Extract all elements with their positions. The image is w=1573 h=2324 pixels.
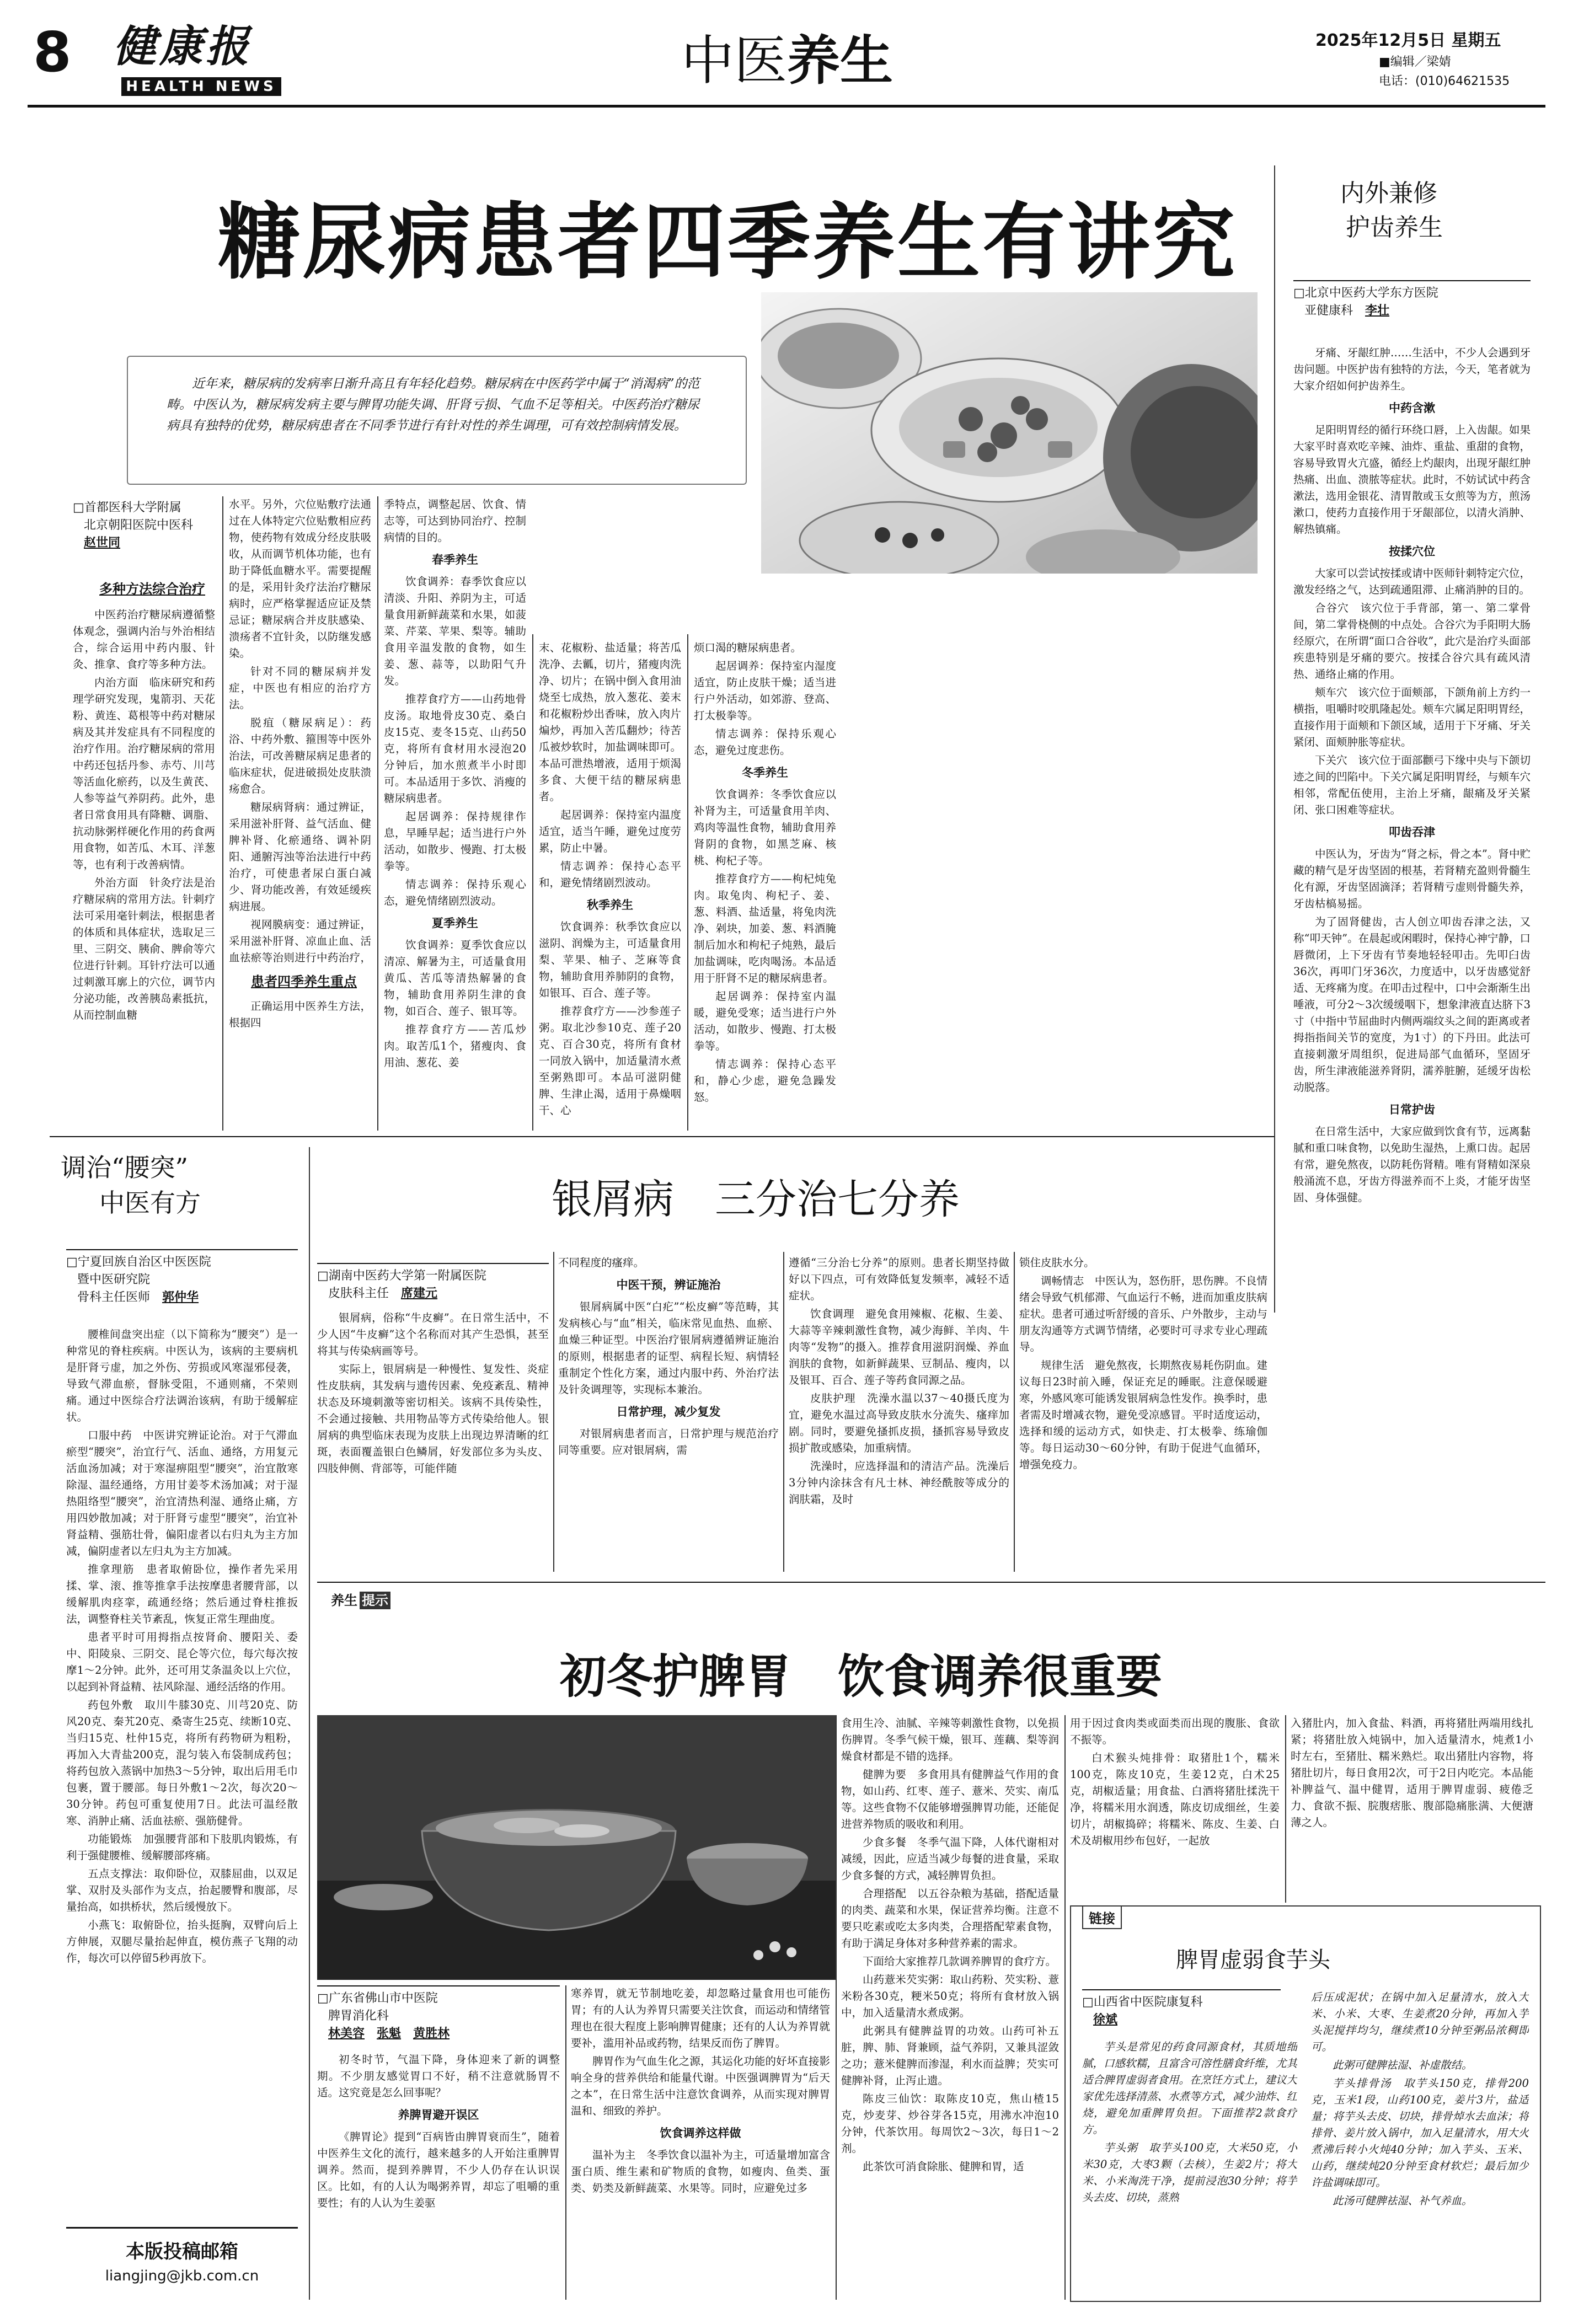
yinxie-col1-p2: 实际上，银屑病是一种慢性、复发性、炎症性皮肤病，其发病与遗传因素、免疫紊乱、精神状态及环境刺激等密切相关。该病不具传染性，不会通过接触、共用物品等方式传染给他人。银屑病的典型临床表现为皮肤上出现边界清晰的红斑，表面覆盖银白色鳞屑，好发部位多为头皮、四肢伸侧、背部等，可能伴随 [317,1363,549,1475]
yinxie-col-4 [1019,1255,1267,1575]
yinxie-col1-p1: 银屑病，俗称“牛皮癣”。在日常生活中，不少人因“牛皮癣”这个名称而对其产生恐惧，甚至将其与传染病画等号。 [317,1311,549,1357]
sidebar-title-line2: 护齿养生 [1346,213,1443,242]
pi-byline [317,1985,560,2043]
yaotu-title-line1: 调治“腰突” [61,1153,189,1182]
divider [687,634,688,1131]
main-col4b-p2: 推荐食疗方——沙参莲子粥。取北沙参10克、莲子20克、百合30克，将所有食材一同放入锅中，加适量清水煮至粥熟即可。本品可滋阴健脾、生津止渴，适用于鼻燥咽干、心 [539,1005,681,1117]
link-p1: 芋头是常见的药食同源食材，其质地细腻，口感软糯，且富含可溶性膳食纤维，尤其适合脾胃虚弱者食用。在烹饪方式上，建议大家优先选择清蒸、水煮等方式，减少油炸、红烧，避免加重脾胃负担。下面推荐2款食疗方。 [1082,2041,1297,2136]
yinxie-col3-p2: 饮食调理 避免食用辣椒、花椒、生姜、大蒜等辛辣刺激性食物，减少海鲜、羊肉、牛肉等“发物”的摄入。推荐食用滋阴润燥、养血润肤的食物，如新鲜蔬果、豆制品、瘦肉，以及银耳、百合、莲子等药食同源之品。 [789,1308,1009,1386]
divider [565,1985,566,2300]
sidebar-byline [1293,280,1531,320]
subhead-summer: 夏季养生 [432,917,478,930]
newspaper-logo-en: HEALTH NEWS [121,77,281,96]
yaotu-byline-line3: 骨科主任医师 郭仲华 [77,1290,199,1304]
main-col1-p1: 中医药治疗糖尿病遵循整体观念，强调内治与外治相结合，综合运用中药内服、针灸、推拿、食疗等多种方法。 [73,608,215,671]
main-col4-p2: 起居调养：保持室内温度适宜，适当午睡，避免过度劳累，防止中暑。 [539,808,681,854]
pi-col4-p1: 用于因过食肉类或面类而出现的腹胀、食欲不振等。 [1070,1717,1280,1746]
main-col3-p1: 饮食调养：春季饮食应以清淡、升阳、养阴为主，可适量食用新鲜蔬菜和水果，如菠菜、芹菜、苹果、梨等。辅助食用辛温发散的食物，如生姜、葱、蒜等，以助阳气升发。 [384,575,526,687]
divider [553,1252,554,1572]
pi-col1-p2: 《脾胃论》提到“百病皆由脾胃衰而生”，随着中医养生文化的流行，越来越多的人开始注重脾胃调养。然而，提到养脾胃，不少人仍存在认识误区。比如，有的人认为喝粥养胃，却忘了咀嚼的重要性；有的人认为生姜驱 [317,2130,560,2209]
divider [836,1715,837,2300]
link-p4: 此粥可健脾祛湿、补虚散结。 [1333,2059,1473,2071]
pi-col3-p3: 少食多餐 冬季气温下降，人体代谢相对减缓，因此，应适当减少每餐的进食量，采取少食多餐的方式，减轻脾胃负担。 [841,1836,1059,1882]
pi-col-3 [841,1715,1059,2300]
pi-col2-p1: 寒养胃，就无节制地吃姜，却忽略过量食用也可能伤胃；有的人认为养胃只需要关注饮食，而运动和情绪管理也在很大程度上影响脾胃健康；还有的人认为养胃就要补，滥用补品或药物，结果反而伤了脾胃。 [571,1987,830,2049]
tougao-title: 本版投稿邮箱 [126,2241,238,2263]
yaotu-p6: 功能锻炼 加强腰背部和下肢肌肉锻炼，有利于强健腰椎、缓解腰部疼痛。 [66,1833,298,1862]
main-byline [73,499,216,552]
main-col-2 [229,496,371,965]
main-col4-p1: 末、花椒粉、盐适量；将苦瓜洗净、去瓤，切片，猪瘦肉洗净、切片；在锅中倒入食用油烧至七成热，放入葱花、姜末和花椒粉炒出香味，放入肉片煸炒，再加入苦瓜翻炒；待苦瓜被炒软时，加盐调味即可。本品可泄热增液，适用于烦渴多食、大便干结的糖尿病患者。 [539,641,681,803]
main-col1-p2: 内治方面 临床研究和药理学研究发现，鬼箭羽、天花粉、黄连、葛根等中药对糖尿病及其并发症具有不同程度的治疗作用。治疗糖尿病的常用中药还包括丹参、赤芍、川芎等活血化瘀药，以及生黄芪、人参等益气养阴药。此外，患者日常食用具有降糖、调脂、抗动脉粥样硬化作用的药食两用食物，如苦瓜、木耳、洋葱等，也有利于改善病情。 [73,676,215,871]
main-col2-p4: 糖尿病肾病：通过辨证，采用滋补肝肾、益气活血、健脾补肾、化瘀通络、调补阴阳、通腑泻浊等治法进行中药治疗，可使患者尿白蛋白减少、肾功能改善，有效延缓疾病进展。 [229,801,371,913]
sidebar-h2: 按揉穴位 [1389,545,1435,558]
yinxie-sub2: 日常护理，减少复发 [616,1405,721,1418]
main-col-2b [229,998,371,1131]
sidebar-h1: 中药含漱 [1389,401,1435,415]
yinxie-author: 席建元 [401,1287,438,1300]
main-col5-p1: 烦口渴的糖尿病患者。 [694,641,802,654]
pi-col-5 [1291,1715,1533,1903]
yaotu-p7: 五点支撑法：取仰卧位，双膝屈曲，以双足掌、双肘及头部作为支点，抬起腰臀和腹部，尽量抬高，如拱桥状，然后缓慢放下。 [66,1867,298,1913]
main-col5-p3: 情志调养：保持乐观心态，避免过度悲伤。 [694,727,836,757]
sidebar-p4: 在日常生活中，大家应做到饮食有节，远离黏腻和重口味食物，以免助生湿热，上熏口齿。起居有常，避免熬夜，以防耗伤肾精。唯有肾精如深泉般涌流不息，牙齿方得滋养而不上炎，才能牙齿坚固、身体强健。 [1293,1125,1531,1204]
intro-text: 近年来，糖尿病的发病率日渐升高且有年轻化趋势。糖尿病在中医药学中属于“消渴病”的范畴。中医认为，糖尿病发病主要与脾胃功能失调、肝肾亏损、气血不足等相关。中医药治疗糖尿病具有独特的优势，糖尿病患者在不同季节进行有针对性的养生调理，可有效控制病情发展。 [167,377,700,433]
pi-col3-p1: 食用生冷、油腻、辛辣等刺激性食物，以免损伤脾胃。冬季气候干燥，银耳、莲藕、梨等润燥食材都是不错的选择。 [841,1717,1059,1763]
sidebar-h4: 日常护齿 [1389,1103,1435,1116]
main-col2b-p: 正确运用中医养生方法，根据四 [229,1000,371,1029]
divider [1014,1252,1015,1572]
main-col3-p2: 推荐食疗方——山药地骨皮汤。取地骨皮30克、桑白皮15克、麦冬15克、山药50克，将所有食材用水浸泡20分钟后，加水煎煮半小时即可。本品适用于多饮、消瘦的糖尿病患者。 [384,693,526,805]
yaotu-byline [66,1249,298,1306]
main-byline-line1: □首都医科大学附属 [73,501,181,515]
divider [783,1252,784,1572]
divider [1285,1715,1286,1903]
subhead-seasons: 患者四季养生重点 [251,974,357,989]
link-p3: 后压成泥状；在锅中加入足量清水，放入大米、小米、大枣、生姜煮20分钟，再加入芋头泥搅拌均匀，继续煮10分钟至粥品浓稠即可。 [1311,1991,1529,2053]
pi-col-4 [1070,1715,1280,1903]
subhead-autumn: 秋季养生 [587,898,633,912]
link-p6: 此汤可健脾祛湿、补气养血。 [1333,2194,1473,2207]
main-col4-p3: 情志调养：保持心态平和，避免情绪剧烈波动。 [539,860,681,889]
section-rule [317,1582,1545,1583]
link-title: 脾胃虚弱食芋头 [1176,1947,1330,1973]
tougao-email: liangjing@jkb.com.cn [105,2268,259,2284]
sidebar-body [1293,345,1531,1310]
pi-byline-line1: □广东省佛山市中医院 [317,1991,438,2005]
pi-col3-p8: 陈皮三仙饮：取陈皮10克，焦山楂15克，炒麦芽、炒谷芽各15克，用沸水冲泡10分钟，代茶饮用。每周饮2～3次，每日1～2剂。 [841,2092,1059,2155]
yaotu-byline-line1: □宁夏回族自治区中医医院 [66,1255,211,1269]
yinxie-col2-p1: 银屑病属中医“白疕”“松皮癣”等范畴，其发病核心与“血”相关，临床常见血热、血瘀、血燥三种证型。中医治疗银屑病遵循辨证施治的原则，根据患者的证型、病程长短、病情轻重制定个性化方案，通过内服中药、外治疗法及针灸调理等，实现标本兼治。 [558,1300,779,1396]
yinxie-byline-line2: 皮肤科主任 席建元 [328,1287,438,1300]
sidebar-h3: 叩齿吞津 [1389,826,1435,839]
sidebar-p2d: 下关穴 该穴位于面部颧弓下缘中央与下颌切迹之间的凹陷中。下关穴属足阳明胃经，与颊车穴相邻，常配伍使用，主治上牙痛，龈痛及牙关紧闭、张口困难等症状。 [1293,754,1531,816]
yinxie-col3-p3: 皮肤护理 洗澡水温以37～40摄氏度为宜，避免水温过高导致皮肤水分流失、瘙痒加剧。同时，要避免搔抓皮损，搔抓容易导致皮损扩散或感染，加重病情。 [789,1392,1009,1454]
pi-col3-p7: 此粥具有健脾益胃的功效。山药可补五脏，脾、肺、肾兼顾，益气养阴，又兼具涩敛之功；薏米健脾而渗湿，利水而益脾；芡实可健脾补肾，止泻止遗。 [841,2025,1059,2087]
pi-col4-p2: 白术猴头炖排骨：取猪肚1个，糯米100克，陈皮10克，生姜12克，白术25克，胡椒适量；用食盐、白酒将猪肚揉洗干净，将糯米用水润透，陈皮切成细丝，生姜切片，胡椒捣碎；将糯米、陈皮、生姜、白术及胡椒用纱布包好，一起放 [1070,1752,1280,1847]
sidebar-byline-line1: □北京中医药大学东方医院 [1293,286,1438,300]
subhead-methods: 多种方法综合治疗 [99,581,205,597]
pi-col3-p6: 山药薏米芡实粥：取山药粉、芡实粉、薏米粉各30克，粳米50克；将所有食材放入锅中，加入适量清水煮成粥。 [841,1973,1059,2019]
main-author: 赵世同 [84,536,121,550]
sidebar-p3a: 中医认为，牙齿为“肾之标，骨之本”。肾中贮藏的精气是牙齿坚固的根基，若肾精充盈则骨髓生化有源，牙齿坚固滴泽；若肾精亏虚则骨髓失养，牙齿枯槁易摇。 [1293,848,1531,910]
sidebar-p2c: 颊车穴 该穴位于面颊部，下颌角前上方约一横指，咀嚼时咬肌隆起处。颊车穴属足阳明胃经，直接作用于面颊和下颌区域，适用于下牙痛、牙关紧闭、面颊肿胀等症状。 [1293,686,1531,748]
main-col2-p5: 视网膜病变：通过辨证，采用滋补肝肾、凉血止血、活血祛瘀等治则进行中药治疗， [229,918,371,964]
yaotu-author: 郭仲华 [162,1290,199,1304]
divider [532,634,533,1131]
main-col3b-p1: 饮食调养：夏季饮食应以清凉、解暑为主，可适量食用黄瓜、苦瓜等清热解暑的食物，辅助食用养阴生津的食物，如百合、莲子、银耳等。 [384,939,526,1018]
pi-tag-text2: 提示 [360,1592,390,1609]
pi-col3-p9: 此茶饮可消食除胀、健脾和胃，适 [863,2160,1024,2173]
pi-author-1: 林美容 [328,2027,365,2041]
pi-headline: 初冬护脾胃 饮食调养很重要 [560,1650,1163,1704]
pi-byline-line2: 脾胃消化科 [328,2009,389,2023]
food-photo [761,292,1258,574]
link-p2: 芋头粥 取芋头100克，大米50克，小米30克，大枣3颗（去核），生姜2片；将大米、小米淘洗干净，提前浸泡30分钟；将芋头去皮、切块，蒸熟 [1082,2141,1297,2204]
yinxie-col2-b: 对银屑病患者而言，日常护理与规范治疗同等重要。应对银屑病，需 [558,1427,779,1456]
yinxie-col4-p1: 锁住皮肤水分。 [1019,1256,1095,1269]
link-col-2 [1311,1989,1529,2295]
divider [377,496,378,1131]
pi-col3-p2: 健脾为要 多食用具有健脾益气作用的食物，如山药、红枣、莲子、薏米、芡实、南瓜等。这些食物不仅能够增强脾胃功能，还能促进营养物质的吸收和利用。 [841,1768,1059,1830]
main-col-4 [539,640,681,1131]
yinxie-col-1 [317,1310,549,1575]
link-author: 徐斌 [1093,2013,1118,2027]
yaotu-p5: 药包外敷 取川牛膝30克、川芎20克、防风20克、秦艽20克、桑寄生25克、续断10克、当归15克、杜仲15克，将所有药物研为粗粉，再加入大青盐200克，混匀装入布袋制成药包；将药包放入蒸锅中加热3～5分钟，取出后用毛巾包裹，置于腰部。每日外敷1～2次，每次20～30分钟。药包可重复使用7日。此法可温经散寒、消肿止痛、活血祛瘀、强筋健骨。 [66,1699,298,1827]
main-col1-p3: 外治方面 针灸疗法是治疗糖尿病的常用方法。针刺疗法可采用毫针刺法，根据患者的体质和具体症状，选取足三里、三阴交、胰俞、脾俞等穴位进行针刺。耳针疗法可以通过刺激耳廓上的穴位，调节内分泌功能，改善胰岛素抵抗，从而控制血糖 [73,876,215,1021]
sidebar-byline-line2: 亚健康科 李壮 [1304,304,1390,318]
food-photo-illustration [761,292,1258,574]
main-col5b-p3: 起居调养：保持室内温暖，避免受寒；适当进行户外活动，如散步、慢跑、打太极拳等。 [694,990,836,1052]
main-col5b-p2: 推荐食疗方——枸杞炖兔肉。取兔肉、枸杞子、姜、葱、料酒、盐适量，将兔肉洗净、剁块，加姜、葱、料酒腌制后加水和枸杞子炖熟，最后加盐调味，吃肉喝汤。本品适用于肝肾不足的糖尿病患者。 [694,872,836,984]
sidebar-p1: 足阳明胃经的循行环绕口唇，上入齿龈。如果大家平时喜欢吃辛辣、油炸、重盐、重甜的食物，容易导致胃火亢盛，循经上灼龈肉，出现牙龈红肿热痛、出血、溃脓等症状。此时，不妨试试中药含漱法，选用金银花、清胃散或玉女煎等为方，煎汤漱口，使药力直接作用于牙龈部位，以清火消肿、解热镇痛。 [1293,424,1531,536]
main-col3b-p2: 推荐食疗方——苦瓜炒肉。取苦瓜1个，猪瘦肉、食用油、葱花、姜 [384,1023,526,1069]
main-headline: 糖尿病患者四季养生有讲究 [218,195,1238,291]
yaotu-p1: 腰椎间盘突出症（以下简称为“腰突”）是一种常见的脊柱疾病。中医认为，该病的主要病机是肝肾亏虚，加之外伤、劳损或风寒湿邪侵袭，导致气滞血瘀，督脉受阻，不通则痛，不荣则痛。通过中医综合疗法调治该病，有助于缓解症状。 [66,1328,298,1423]
sidebar-title [1340,176,1443,245]
masthead [0,0,1573,108]
section-title-b: 养生 [787,30,893,92]
phone: 电话：(010)64621535 [1379,74,1510,88]
main-byline-line2: 北京朝阳医院中医科 [84,518,194,532]
pi-tag [331,1589,390,1609]
yinxie-col4-p3: 规律生活 避免熬夜，长期熬夜易耗伤阴血。建议每日23时前入睡，保证充足的睡眠。注意保暖避寒，外感风寒可能诱发银屑病急性发作。换季时，患者需及时增减衣物，避免受凉感冒。平时适度运动，选择和缓的运动方式，如快走、打太极拳、练瑜伽等。每日运动30～60分钟，有助于促进气血循环，增强免疫力。 [1019,1359,1267,1471]
yaotu-p2: 口服中药 中医讲究辨证论治。对于气滞血瘀型“腰突”，治宜行气、活血、通络，方用复元活血汤加减；对于寒湿痹阻型“腰突”，治宜散寒除湿、温经通络，方用甘姜苓术汤加减；对于湿热阻络型“腰突”，治宜清热利湿、通络止痛，方用四妙散加减；对于肝肾亏虚型“腰突”，治宜补肾益精、强筋壮骨，偏阳虚者以右归丸为主方加减，偏阴虚者以左归丸为主方加减。 [66,1429,298,1557]
yinxie-sub1: 中医干预，辨证施治 [616,1278,721,1292]
link-box [1070,1905,1541,2302]
intro-scroll-box [127,356,747,485]
yaotu-p8: 小燕飞：取俯卧位，抬头挺胸，双臂向后上方伸展，双腿尽量抬起伸直，模仿燕子飞翔的动作，每次可以停留5秒再放下。 [66,1919,298,1964]
subhead-winter: 冬季养生 [742,766,788,779]
issue-date: 2025年12月5日 星期五 [1315,31,1501,50]
main-col3-p3: 起居调养：保持规律作息，早睡早起；适当进行户外活动，如散步、慢跑、打太极拳等。 [384,810,526,872]
main-col4b-p1: 饮食调养：秋季饮食应以滋阴、润燥为主，可适量食用梨、苹果、柚子、芝麻等食物，辅助食用养肺阴的食物，如银耳、百合、莲子等。 [539,920,681,999]
yinxie-col2-a: 不同程度的瘙痒。 [558,1256,645,1269]
link-byline-line: □山西省中医院康复科 [1082,1995,1203,2009]
link-col-1 [1082,2039,1297,2295]
yaotu-body [66,1326,298,2220]
yaotu-title-line2: 中医有方 [99,1188,201,1218]
yaotu-byline-line2: 暨中医研究院 [77,1273,151,1287]
yinxie-byline-line1: □湖南中医药大学第一附属医院 [317,1269,486,1283]
main-col2-p3: 脱疽（糖尿病足）：药浴、中药外敷、箍围等中医外治法，可改善糖尿病足患者的临床症状，促进破损处皮肤溃疡愈合。 [229,716,371,795]
pi-tag-text: 养生 [331,1593,357,1608]
pi-col3-p4: 合理搭配 以五谷杂粮为基础，搭配适量的肉类、蔬菜和水果，保证营养均衡。注意不要只吃素或吃太多肉类，合理搭配荤素食物，有助于满足身体对多种营养素的需求。 [841,1887,1059,1950]
main-col-3 [384,496,526,1131]
pi-col1-p1: 初冬时节，气温下降，身体迎来了新的调整期。不少朋友感觉胃口不好，稍不注意就肠胃不适。这究竟是怎么回事呢？ [317,2053,560,2099]
yaotu-divider [309,1147,310,2300]
section-title [681,30,893,91]
pi-author-3: 黄胜林 [413,2027,450,2041]
yaotu-p3: 推拿理筋 患者取俯卧位，操作者先采用揉、掌、滚、推等推拿手法按摩患者腰背部，以缓解肌肉痉挛，疏通经络；然后通过脊柱推扳法，调整脊柱关节紊乱，恢复正常生理曲度。 [66,1563,298,1625]
yinxie-byline [317,1263,549,1303]
sidebar-p2b: 合谷穴 该穴位于手背部，第一、第二掌骨间，第二掌骨桡侧的中点处。合谷穴为手阳明大肠经原穴，在所谓“面口合谷收”，此穴是治疗头面部疾患特别是牙痛的要穴。按揉合谷穴具有疏风清热、通络止痛的作用。 [1293,602,1531,681]
main-col5b-p4: 情志调养：保持心态平和，静心少虑，避免急躁发怒。 [694,1058,836,1104]
sidebar-title-line1: 内外兼修 [1340,179,1437,207]
page-number: 8 [33,20,72,84]
tougao-box [66,2227,298,2300]
yinxie-headline: 银屑病 三分治七分养 [552,1176,960,1223]
link-byline [1082,1989,1281,2029]
pi-col-1 [317,2052,560,2300]
yinxie-col-3 [789,1255,1009,1575]
pi-author-2: 张魁 [377,2027,402,2041]
editor: ■编辑／梁婧 [1379,55,1451,69]
sidebar-intro: 牙痛、牙龈红肿……生活中，不少人会遇到牙齿问题。中医护齿有独特的方法，今天，笔者就为大家介绍如何护齿养生。 [1293,346,1531,392]
yinxie-col-2 [558,1255,779,1575]
main-col-5 [694,640,836,1131]
newspaper-logo: 健康报 [113,22,253,72]
pi-col2-p2: 脾胃作为气血生化之源，其运化功能的好坏直接影响全身的营养供给和能量代谢。中医强调脾胃为“后天之本”，在日常生活中注意饮食调养，从而实现对脾胃温和、细致的养护。 [571,2055,830,2117]
main-col5-p2: 起居调养：保持室内湿度适宜，防止皮肤干燥；适当进行户外活动，如郊游、登高、打太极拳等。 [694,660,836,722]
yinxie-col3-p4: 洗澡时，应选择温和的清洁产品。洗澡后3分钟内涂抹含有凡士林、神经酰胺等成分的润肤霜，及时 [789,1460,1009,1506]
yaotu-title [61,1150,201,1220]
pi-authors [317,2025,560,2043]
pi-col2-p3: 温补为主 冬季饮食以温补为主，可适量增加富含蛋白质、维生素和矿物质的食物，如瘦肉、鱼类、蛋类、奶类及新鲜蔬菜、水果等。同时，应避免过多 [571,2149,830,2194]
main-col2-p1: 水平。另外，穴位贴敷疗法通过在人体特定穴位贴敷相应药物，使药物有效成分经皮肤吸收，从而调节机体功能，也有助于降低血糖水平。需要提醒的是，采用针灸疗法治疗糖尿病时，应严格掌握适应证及禁忌证；糖尿病合并皮肤感染、溃疡者不宜针灸，以防继发感染。 [229,498,371,660]
stew-photo-illustration [317,1715,836,1980]
sidebar-p3b: 为了固肾健齿，古人创立叩齿吞津之法，又称“叩天钟”。在晨起或闲暇时，保持心神宁静，口唇微闭，上下牙齿有节奏地轻轻叩击。先叩臼齿36次，再叩门牙36次，力度适中，以牙齿感觉舒适、无疼痛为度。在叩击过程中，口中会渐渐生出唾液，可分2～3次缓缓咽下，想象津液直达脐下3寸（中指中节屈曲时内侧两端纹头之间的距离或者拇指指间关节的宽度，为1寸）的下丹田。此法可直接刺激牙周组织，促进局部气血循环，坚固牙齿，所生津液能滋养肾阴，濡养脏腑，延缓牙齿松动脱落。 [1293,915,1531,1094]
sidebar-divider [1274,165,1275,1313]
pi-col5-p1: 入猪肚内，加入食盐、料酒，再将猪肚两端用线扎紧；将猪肚放入炖锅中，加入适量清水，炖煮1小时左右，至猪肚、糯米熟烂。取出猪肚内容物，将猪肚切片，每日食用2次，可于2日内吃完。本品能补脾益气、温中健胃，适用于脾胃虚弱、疲倦乏力、食欲不振、脘腹痞胀、腹部隐痛胀满、大便溏薄之人。 [1291,1717,1533,1829]
link-p5: 芋头排骨汤 取芋头150克，排骨200克，玉米1段，山药100克，姜片3片，盐适量；将芋头去皮、切块，排骨焯水去血沫；将排骨、姜片放入锅中，加入足量清水，用大火煮沸后转小火炖40分钟；加入芋头、玉米、山药，继续炖20分钟至食材软烂；最后加少许盐调味即可。 [1311,2077,1529,2189]
divider [222,496,223,1131]
masthead-rule [28,105,1545,108]
pi-sub1: 养脾胃避开误区 [398,2108,479,2122]
main-col-1 [73,607,215,1131]
pi-col-2 [571,1985,830,2300]
pi-sub2: 饮食调养这样做 [660,2127,741,2140]
link-tag: 链接 [1082,1905,1122,1929]
pi-col3-p5: 下面给大家推荐几款调养脾胃的食疗方。 [863,1955,1057,1968]
sidebar-p2a: 大家可以尝试按揉或请中医师针刺特定穴位，激发经络之气，达到疏通阻滞、止痛消肿的目的。 [1293,567,1531,596]
section-title-a: 中医 [681,30,787,92]
yaotu-p4: 患者平时可用拇指点按肾俞、腰阳关、委中、阳陵泉、三阴交、昆仑等穴位，每穴每次按摩1～2分钟。此外，还可用艾条温灸以上穴位，以起到补肾益精、祛风除湿、通经活络的作用。 [66,1631,298,1693]
section-rule [50,1136,1274,1137]
stew-photo [317,1715,836,1980]
main-col3-p4: 情志调养：保持乐观心态，避免情绪剧烈波动。 [384,878,526,907]
subhead-spring: 春季养生 [432,553,478,566]
main-col3-head: 季特点，调整起居、饮食、情志等，可达到协同治疗、控制病情的目的。 [384,498,526,544]
main-col5b-p1: 饮食调养：冬季饮食应以补肾为主，可适量食用羊肉、鸡肉等温性食物，辅助食用养肾阴的食物，如黑芝麻、核桃、枸杞子等。 [694,788,836,867]
yinxie-col4-p2: 调畅情志 中医认为，怒伤肝，思伤脾。不良情绪会导致气机郁滞、气血运行不畅，进而加重皮肤病症状。患者可通过听舒缓的音乐、户外散步，主动与朋友沟通等方式调节情绪，必要时可寻求专业心理疏导。 [1019,1275,1267,1353]
main-col2-p2: 针对不同的糖尿病并发症，中医也有相应的治疗方法。 [229,665,371,711]
yinxie-col3-p1: 遵循“三分治七分养”的原则。患者长期坚持做好以下四点，可有效降低复发频率，减轻不适症状。 [789,1256,1009,1302]
sidebar-author: 李壮 [1365,304,1390,318]
divider [1064,1715,1066,2300]
